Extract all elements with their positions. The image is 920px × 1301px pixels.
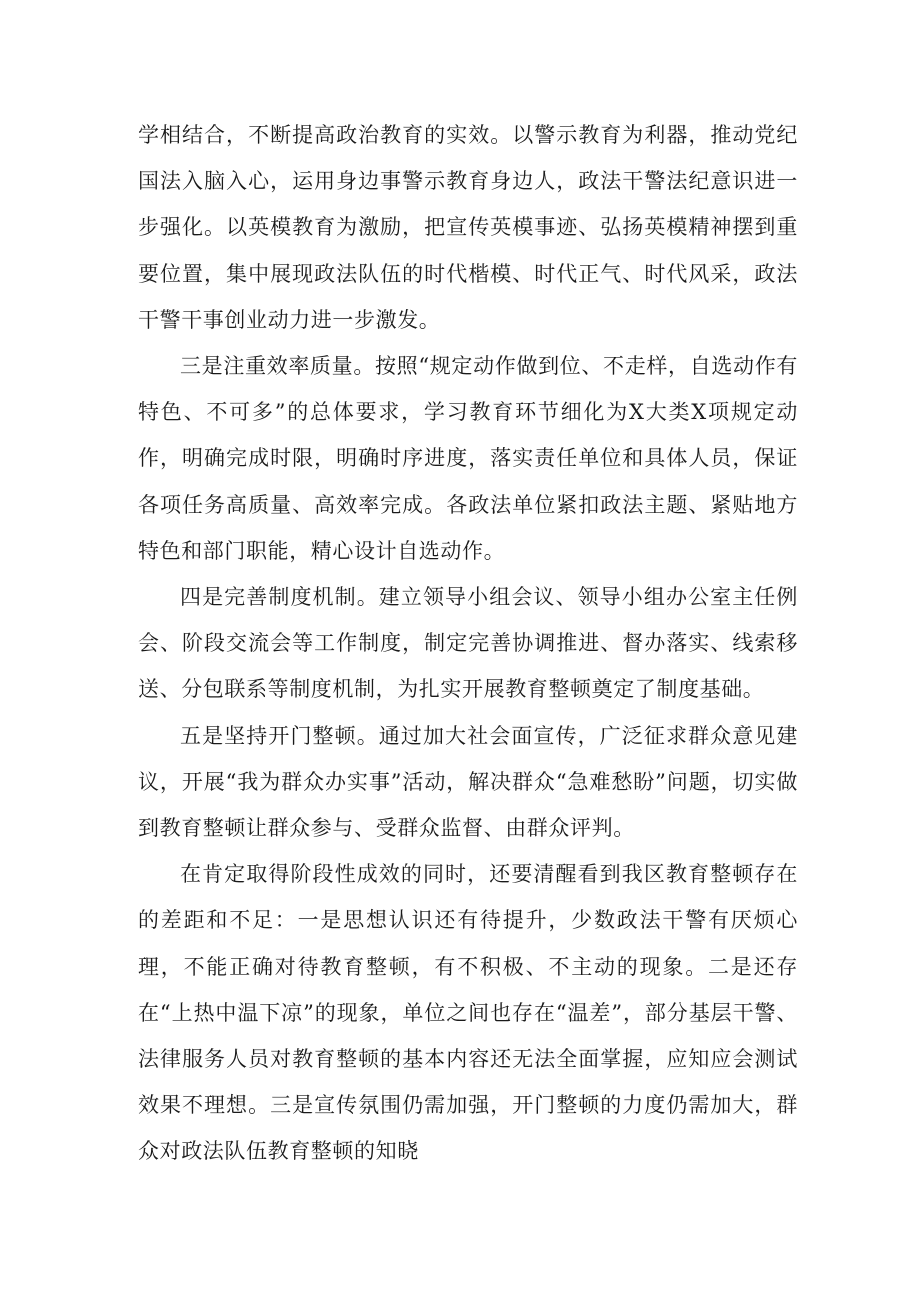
paragraph-open-rectification: 五是坚持开门整顿。通过加大社会面宣传，广泛征求群众意见建议，开展“我为群众办实事”活动，解决群众“急难愁盼”问题，切实做到教育整顿让群众参与、受群众监督、由群众评判。 <box>138 723 798 841</box>
document-body <box>138 112 798 1175</box>
paragraph-political-education-continued: 学相结合，不断提高政治教育的实效。以警示教育为利器，推动党纪国法入脑入心，运用身边事警示教育身边人，政法干警法纪意识进一步强化。以英模教育为激励，把宣传英模事迹、弘扬英模精神摆到重要位置，集中展现政法队伍的时代楷模、时代正气、时代风采，政法干警干事创业动力进一步激发。 <box>138 123 798 332</box>
paragraph-institutional-mechanisms: 四是完善制度机制。建立领导小组会议、领导小组办公室主任例会、阶段交流会等工作制度，制定完善协调推进、督办落实、线索移送、分包联系等制度机制，为扎实开展教育整顿奠定了制度基础。 <box>138 585 798 702</box>
paragraph-efficiency-quality: 三是注重效率质量。按照“规定动作做到位、不走样，自选动作有特色、不可多”的总体要求，学习教育环节细化为X大类X项规定动作，明确完成时限，明确时序进度，落实责任单位和具体人员，保证各项任务高质量、高效率完成。各政法单位紧扣政法主题、紧贴地方特色和部门职能，精心设计自选动作。 <box>138 354 798 563</box>
paragraph-gaps-and-shortcomings: 在肯定取得阶段性成效的同时，还要清醒看到我区教育整顿存在的差距和不足：一是思想认识还有待提升，少数政法干警有厌烦心理，不能正确对待教育整顿，有不积极、不主动的现象。二是还存在“上热中温下凉”的现象，单位之间也存在“温差”，部分基层干警、法律服务人员对教育整顿的基本内容还无法全面掌握，应知应会测试效果不理想。三是宣传氛围仍需加强，开门整顿的力度仍需加大，群众对政法队伍教育整顿的知晓 <box>138 862 798 1164</box>
